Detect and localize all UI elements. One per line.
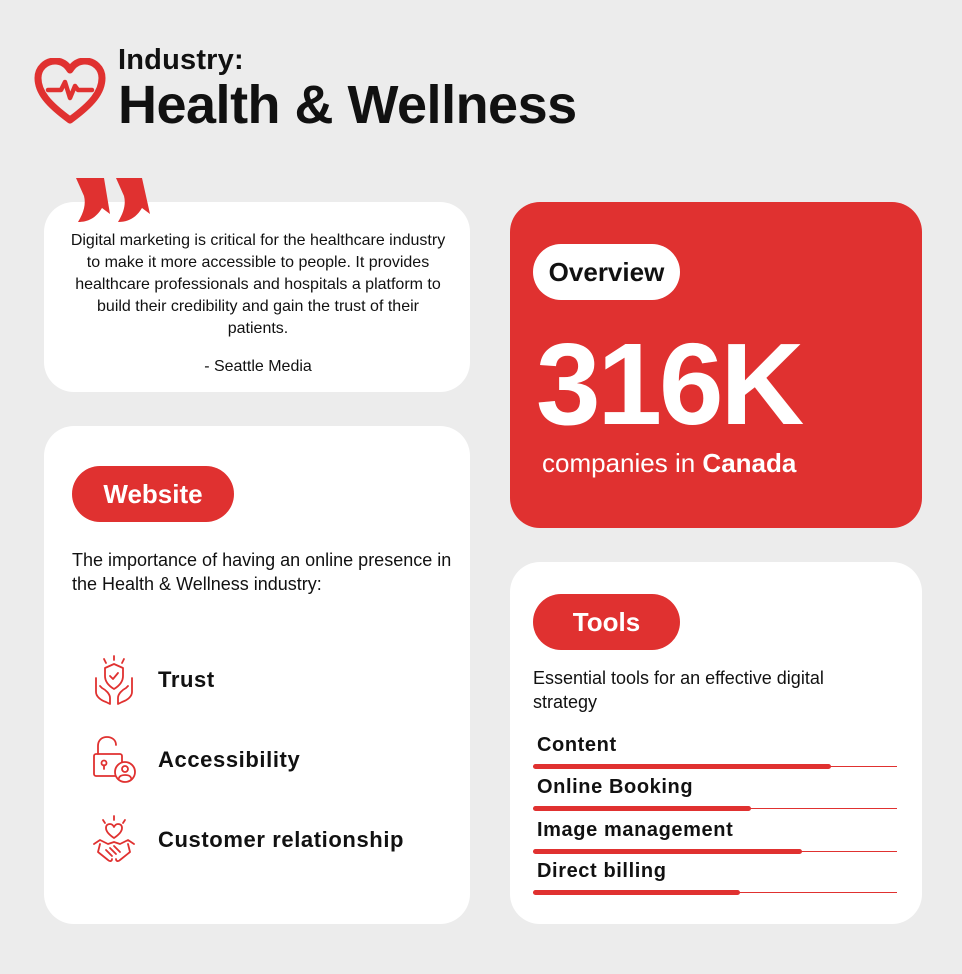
benefit-label: Accessibility bbox=[158, 747, 301, 772]
benefit-accessibility bbox=[92, 732, 300, 788]
industry-kicker: Industry: bbox=[118, 44, 244, 76]
page-header bbox=[34, 44, 654, 134]
benefit-label: Trust bbox=[158, 667, 215, 692]
tool-image-management bbox=[533, 819, 897, 861]
heart-pulse-icon bbox=[34, 58, 106, 124]
heart-handshake-icon bbox=[92, 814, 136, 866]
page-title: Health & Wellness bbox=[118, 75, 577, 135]
tool-label: Online Booking bbox=[537, 776, 694, 798]
tools-description: Essential tools for an effective digital strategy bbox=[533, 668, 824, 712]
quote-mark-icon bbox=[74, 178, 152, 224]
shield-hands-icon bbox=[92, 654, 136, 706]
website-label: Website bbox=[72, 466, 234, 522]
tool-content bbox=[533, 734, 897, 776]
overview-label: Overview bbox=[533, 244, 680, 300]
company-count: 316K bbox=[536, 319, 802, 449]
tool-label: Content bbox=[537, 734, 617, 756]
companies-caption-prefix: companies in bbox=[542, 448, 703, 478]
benefit-customer-relationship bbox=[92, 812, 404, 868]
tools-label: Tools bbox=[533, 594, 680, 650]
overview-card bbox=[510, 202, 922, 528]
tool-level-bar bbox=[533, 890, 740, 895]
benefit-trust bbox=[92, 652, 215, 708]
quote-author: - Seattle Media bbox=[204, 358, 312, 375]
quote-text: Digital marketing is critical for the healthcare industry to make it more accessible to people. It provides healthcare professionals and hospitals a platform to build their credibility and gain the trust of their patients. bbox=[70, 232, 446, 337]
companies-caption bbox=[542, 448, 796, 479]
website-card bbox=[44, 426, 470, 924]
tool-level-bar bbox=[533, 764, 831, 769]
tool-level-bar bbox=[533, 806, 751, 811]
website-description: The importance of having an online presence in the Health & Wellness industry: bbox=[72, 550, 452, 594]
tool-label: Image management bbox=[537, 819, 734, 841]
quote-card bbox=[44, 202, 470, 392]
companies-caption-country: Canada bbox=[702, 448, 797, 478]
tool-level-bar bbox=[533, 849, 802, 854]
tool-direct-billing bbox=[533, 860, 897, 902]
tool-label: Direct billing bbox=[537, 860, 667, 882]
benefit-label: Customer relationship bbox=[158, 827, 405, 852]
tools-card bbox=[510, 562, 922, 924]
unlocked-user-icon bbox=[92, 734, 136, 786]
tool-online-booking bbox=[533, 776, 897, 818]
